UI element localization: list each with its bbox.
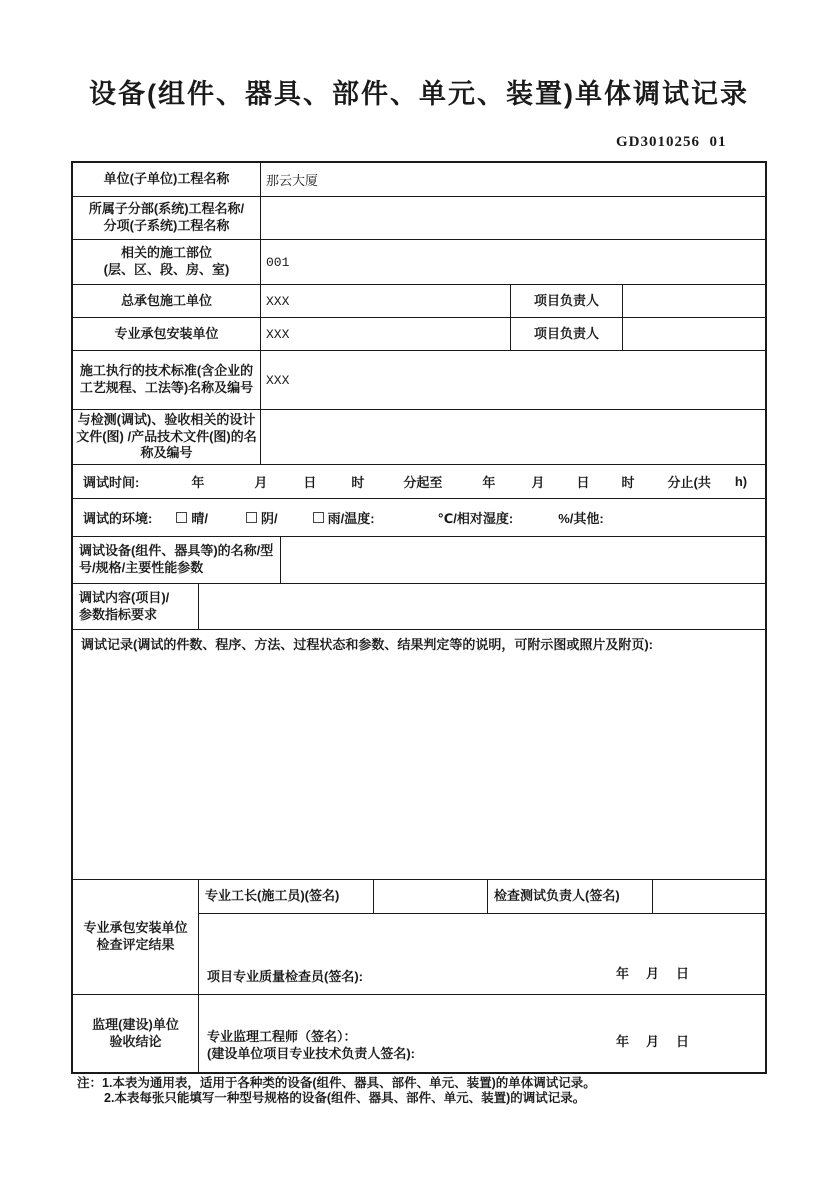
note-line-2: 2.本表每张只能填写一种型号规格的设备(组件、器具、部件、单元、装置)的调试记录。	[104, 1090, 586, 1105]
unit-project-value[interactable]: 那云大厦	[266, 174, 319, 189]
footer-notes	[77, 1076, 777, 1106]
supervisor-label: 监理(建设)单位 验收结论	[73, 995, 199, 1072]
row-design-documents	[73, 410, 765, 465]
installation-contractor-manager-value[interactable]	[623, 318, 765, 350]
form-code: GD3010256 01	[616, 134, 727, 150]
row-installation-contractor	[73, 318, 765, 351]
row-environment	[73, 499, 765, 537]
other-label: %/其他:	[558, 511, 604, 526]
installation-contractor-manager-label: 项目负责人	[511, 318, 623, 350]
cloudy-label: 阴/	[260, 511, 278, 526]
equipment-label: 调试设备(组件、器具等)的名称/型号/规格/主要性能参数	[73, 537, 281, 583]
installation-contractor-value[interactable]: XXX	[261, 318, 511, 350]
sub-project-value[interactable]	[261, 197, 765, 239]
equipment-value[interactable]	[281, 537, 765, 583]
supervisor-date: 年 月 日	[615, 1034, 691, 1049]
sunny-checkbox[interactable]	[176, 512, 187, 523]
rain-temp-label: 雨/温度:	[327, 511, 375, 526]
engineer-label: 专业监理工程师（签名）：	[207, 1028, 357, 1044]
commissioning-time-label: 调试时间:	[83, 475, 140, 490]
foreman-signature[interactable]	[374, 880, 488, 913]
row-general-contractor	[73, 285, 765, 318]
commissioning-time-line: 调试时间: 年 月 日 时 分起至 年 月 日 时 分止(共 h)	[83, 474, 748, 490]
general-contractor-label: 总承包施工单位	[73, 285, 261, 317]
contractor-check-body	[199, 880, 765, 994]
rain-checkbox[interactable]	[313, 512, 324, 523]
foreman-label: 专业工长(施工员)(签名)	[199, 880, 374, 913]
tester-label: 检查测试负责人(签名)	[488, 880, 653, 913]
supervisor-signature-labels	[207, 1028, 415, 1063]
record-label: 调试记录(调试的件数、程序、方法、过程状态和参数、结果判定等的说明，可附示图或照片及附页):	[81, 637, 653, 652]
inspector-subrow[interactable]	[199, 914, 765, 994]
page-title: 设备(组件、器具、部件、单元、装置)单体调试记录	[89, 79, 749, 109]
sub-project-label: 所属子分部(系统)工程名称/ 分项(子系统)工程名称	[73, 197, 261, 239]
record-area[interactable]	[73, 630, 765, 879]
general-contractor-value[interactable]: XXX	[261, 285, 511, 317]
content-value[interactable]	[199, 584, 765, 629]
row-sub-project	[73, 197, 765, 240]
form-table	[71, 161, 767, 1074]
row-technical-standard	[73, 351, 765, 410]
tester-signature[interactable]	[653, 880, 765, 913]
environment-label: 调试的环境:	[83, 511, 153, 526]
row-commissioning-time	[73, 465, 765, 499]
contractor-check-label: 专业承包安装单位 检查评定结果	[73, 880, 199, 994]
technical-standard-value[interactable]: XXX	[266, 372, 290, 388]
owner-label: (建设单位项目专业技术负责人签名):	[207, 1046, 415, 1062]
technical-standard-label: 施工执行的技术标准(含企业的工艺规程、工法等)名称及编号	[73, 351, 261, 409]
row-construction-part	[73, 240, 765, 285]
row-contractor-check	[73, 880, 765, 995]
cloudy-checkbox[interactable]	[246, 512, 257, 523]
inspector-date: 年 月 日	[615, 966, 691, 981]
installation-contractor-label: 专业承包安装单位	[73, 318, 261, 350]
note-line-1: 注：1.本表为通用表，适用于各种类的设备(组件、器具、部件、单元、装置)的单体调试记录。	[77, 1076, 596, 1090]
construction-part-value[interactable]: 001	[266, 254, 290, 270]
content-label: 调试内容(项目)/ 参数指标要求	[73, 584, 199, 629]
signature-subrow	[199, 880, 765, 914]
inspector-label: 项目专业质量检查员(签名):	[207, 969, 363, 984]
row-record	[73, 630, 765, 880]
general-contractor-manager-value[interactable]	[623, 285, 765, 317]
design-documents-value[interactable]	[261, 410, 765, 464]
construction-part-label: 相关的施工部位 (层、区、段、房、室)	[73, 240, 261, 284]
supervisor-body[interactable]	[199, 995, 765, 1072]
row-content	[73, 584, 765, 630]
row-equipment	[73, 537, 765, 584]
sunny-label: 晴/	[191, 511, 208, 526]
environment-line	[73, 499, 765, 536]
design-documents-label: 与检测(调试)、验收相关的设计文件(图) /产品技术文件(图)的名称及编号	[73, 410, 261, 464]
row-supervisor	[73, 995, 765, 1072]
row-unit-project	[73, 163, 765, 197]
humidity-label: ℃/相对湿度:	[437, 511, 514, 526]
general-contractor-manager-label: 项目负责人	[511, 285, 623, 317]
unit-project-label: 单位(子单位)工程名称	[73, 163, 261, 196]
